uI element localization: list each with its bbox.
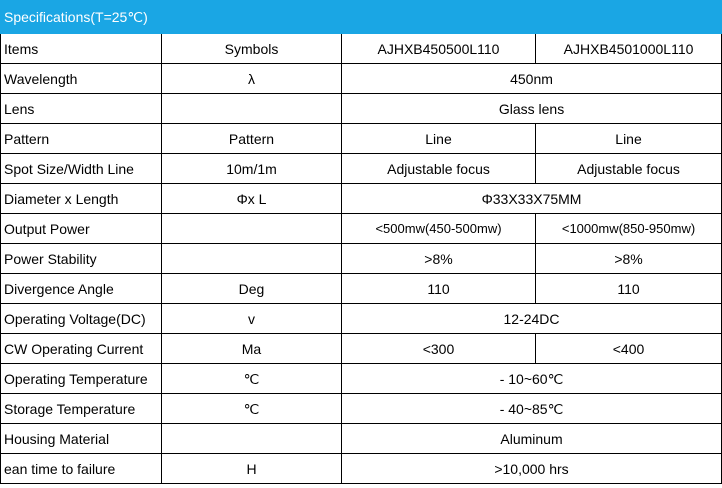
item-label: Diameter x Length (1, 184, 162, 214)
symbol-cell: 10m/1m (162, 154, 342, 184)
value-cell-a: 110 (342, 274, 536, 304)
table-row (1, 94, 722, 124)
value-cell-b: >8% (536, 244, 722, 274)
table-row (1, 64, 722, 94)
value-cell-b: Line (536, 124, 722, 154)
item-label: Pattern (1, 124, 162, 154)
value-cell-a: <500mw(450-500mw) (342, 214, 536, 244)
table-row (1, 454, 722, 484)
table-row (1, 334, 722, 364)
item-label: Housing Material (1, 424, 162, 454)
value-cell-a: >8% (342, 244, 536, 274)
symbol-cell: Pattern (162, 124, 342, 154)
table-row (1, 364, 722, 394)
item-label: Lens (1, 94, 162, 124)
symbol-cell: v (162, 304, 342, 334)
table-row (1, 124, 722, 154)
value-cell: Glass lens (342, 94, 722, 124)
value-cell-b: 110 (536, 274, 722, 304)
symbol-cell: H (162, 454, 342, 484)
value-cell: Φ33X33X75MM (342, 184, 722, 214)
col-model-a: AJHXB450500L110 (342, 34, 536, 64)
item-label: Power Stability (1, 244, 162, 274)
item-label: Wavelength (1, 64, 162, 94)
value-cell: 12-24DC (342, 304, 722, 334)
value-cell-a: <300 (342, 334, 536, 364)
table-row (1, 154, 722, 184)
item-label: Spot Size/Width Line (1, 154, 162, 184)
symbol-cell: Φx L (162, 184, 342, 214)
value-cell-b: <400 (536, 334, 722, 364)
value-cell-b: <1000mw(850-950mw) (536, 214, 722, 244)
symbol-cell: λ (162, 64, 342, 94)
item-label: Operating Voltage(DC) (1, 304, 162, 334)
symbol-cell (162, 424, 342, 454)
value-cell-a: Adjustable focus (342, 154, 536, 184)
value-cell-a: Line (342, 124, 536, 154)
table-row (1, 184, 722, 214)
value-cell: 450nm (342, 64, 722, 94)
symbol-cell: Deg (162, 274, 342, 304)
value-cell: - 10~60℃ (342, 364, 722, 394)
table-row (1, 214, 722, 244)
item-label: Divergence Angle (1, 274, 162, 304)
item-label: Storage Temperature (1, 394, 162, 424)
symbol-cell: ℃ (162, 364, 342, 394)
symbol-cell: Ma (162, 334, 342, 364)
symbol-cell (162, 214, 342, 244)
value-cell-b: Adjustable focus (536, 154, 722, 184)
item-label: ean time to failure (1, 454, 162, 484)
value-cell: - 40~85℃ (342, 394, 722, 424)
column-header-row (1, 34, 722, 64)
symbol-cell (162, 244, 342, 274)
col-symbols: Symbols (162, 34, 342, 64)
item-label: CW Operating Current (1, 334, 162, 364)
table-row (1, 304, 722, 334)
header-row (1, 1, 722, 34)
symbol-cell (162, 94, 342, 124)
col-model-b: AJHXB4501000L110 (536, 34, 722, 64)
table-row (1, 394, 722, 424)
symbol-cell: ℃ (162, 394, 342, 424)
item-label: Output Power (1, 214, 162, 244)
table-row (1, 244, 722, 274)
value-cell: Aluminum (342, 424, 722, 454)
item-label: Operating Temperature (1, 364, 162, 394)
table-row (1, 424, 722, 454)
table-row (1, 274, 722, 304)
col-items: Items (1, 34, 162, 64)
table-header: Specifications(T=25℃) (1, 1, 722, 34)
value-cell: >10,000 hrs (342, 454, 722, 484)
